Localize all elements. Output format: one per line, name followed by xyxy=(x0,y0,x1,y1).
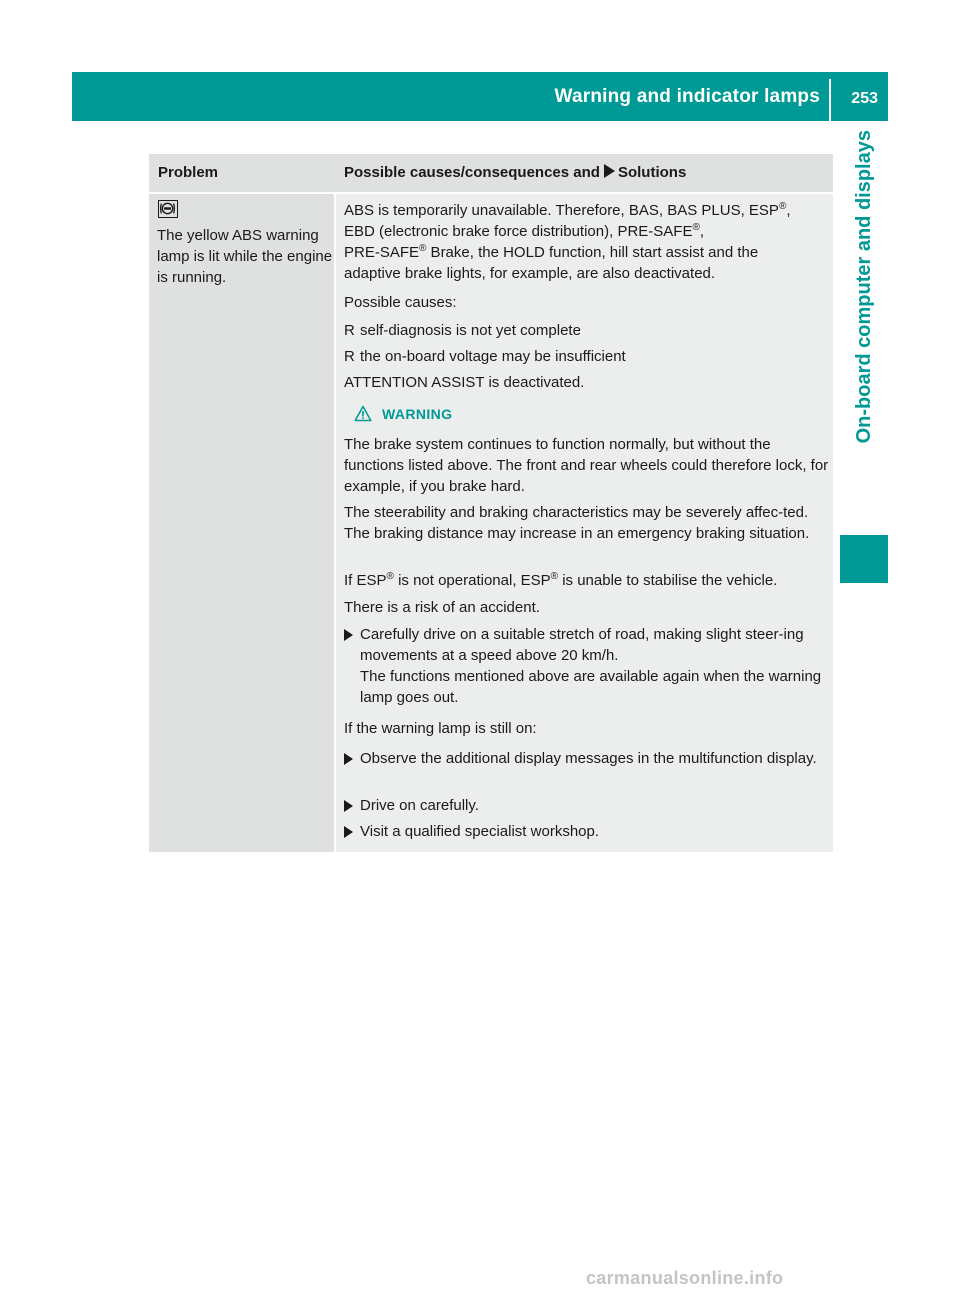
step-arrow-icon xyxy=(344,826,353,838)
solution-arrow-icon xyxy=(604,164,615,178)
warning-triangle-icon xyxy=(354,405,372,422)
warning-heading: WARNING xyxy=(344,404,830,425)
esp-note: If ESP® is not operational, ESP® is unable to stabilise the vehicle. xyxy=(344,571,778,589)
possible-causes-label: Possible causes: xyxy=(344,294,457,311)
warning-lamp-table xyxy=(149,154,833,852)
step-arrow-icon xyxy=(344,629,353,641)
instruction-step: Drive on carefully. xyxy=(344,795,830,816)
attention-assist-note: ATTENTION ASSIST is deactivated. xyxy=(344,374,585,391)
chapter-tab-marker xyxy=(840,535,888,583)
instruction-step: Visit a qualified specialist workshop. xyxy=(344,821,830,842)
section-title: Warning and indicator lamps xyxy=(554,86,820,107)
column-header-causes: Possible causes/consequences and Solutions xyxy=(344,164,687,181)
deactivation-paragraph: ABS is temporarily unavailable. Therefore, BAS, BAS PLUS, ESP®, EBD (electronic brake force distribution), PRE-SAFE®, PRE-SAFE® Brake, the HOLD function, hill start assist and the adaptive brake lights, for example, are also deactivated. xyxy=(344,201,791,282)
instruction-step: Carefully drive on a suitable stretch of road, making slight steer-ing movements at a speed above 20 km/h. The functions mentioned above are available again when the warning lamp goes out. xyxy=(344,624,830,708)
list-item: R self-diagnosis is not yet complete xyxy=(344,322,581,339)
chapter-tab xyxy=(840,130,888,530)
abs-warning-lamp-icon xyxy=(158,200,178,218)
problem-description: The yellow ABS warning lamp is lit while the engine is running. xyxy=(157,227,333,286)
page-header xyxy=(72,72,888,121)
footer-watermark: carmanualsonline.info xyxy=(586,1268,784,1288)
column-header-problem: Problem xyxy=(158,164,219,181)
warning-text-1: The brake system continues to function normally, but without the functions listed above. The front and rear wheels could therefore lock, for example, if you brake hard. xyxy=(344,436,829,495)
bullet-marker: R xyxy=(344,348,355,365)
still-on-note: If the warning lamp is still on: xyxy=(344,720,537,737)
accident-risk-note: There is a risk of an accident. xyxy=(344,599,540,616)
problem-cell xyxy=(149,194,334,852)
bullet-marker: R xyxy=(344,322,355,339)
step-arrow-icon xyxy=(344,800,353,812)
causes-cell xyxy=(336,194,833,852)
list-item: R the on-board voltage may be insufficient xyxy=(344,348,626,365)
chapter-tab-label: On-board computer and displays xyxy=(853,130,875,444)
instruction-step: Observe the additional display messages in the multifunction display. xyxy=(344,748,830,769)
header-divider xyxy=(829,79,831,121)
warning-text-2: The steerability and braking characteristics may be severely affec-ted. The braking distance may increase in an emergency braking situation. xyxy=(344,504,810,542)
step-arrow-icon xyxy=(344,753,353,765)
table-header xyxy=(149,154,833,192)
page-number: 253 xyxy=(851,90,878,107)
